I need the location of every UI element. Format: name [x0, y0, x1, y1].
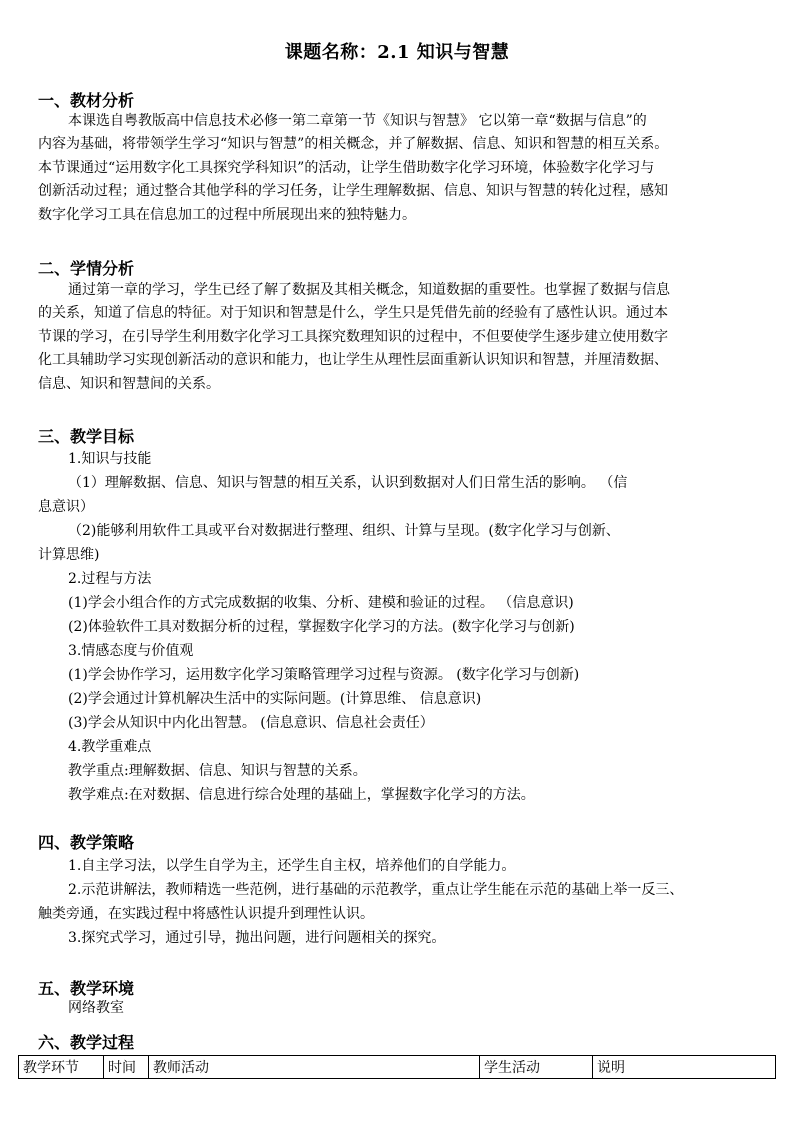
- goal-item: (3)学会从知识中内化出智慧。 (信息意识、信息社会责任）: [68, 715, 434, 731]
- table-header-cell: 教学环节: [19, 1056, 104, 1079]
- goal-subheading: 3.情感态度与价值观: [68, 643, 194, 659]
- goal-item: (1)学会小组合作的方式完成数据的收集、分析、建模和验证的过程。 （信息意识): [68, 595, 574, 611]
- table-header-cell: 说明: [593, 1056, 776, 1079]
- document-title: 课题名称：2.1 知识与智慧: [284, 42, 510, 63]
- section-heading-teaching-process: 六、教学过程: [38, 1033, 135, 1052]
- paragraph-line: 创新活动过程；通过整合其他学科的学习任务，让学生理解数据、信息、知识与智慧的转化过程，感知: [38, 183, 668, 200]
- section-heading-learner-analysis: 二、学情分析: [38, 259, 135, 278]
- section-heading-teaching-goals: 三、教学目标: [38, 427, 135, 446]
- goal-subheading: 2.过程与方法: [68, 571, 152, 587]
- section-heading-teaching-environment: 五、教学环境: [38, 979, 135, 998]
- strategy-item: 3.探究式学习，通过引导，抛出问题，进行问题相关的探究。: [68, 930, 446, 946]
- goal-item: 教学难点:在对数据、信息进行综合处理的基础上，掌握数字化学习的方法。: [68, 787, 535, 803]
- section-body-learner-analysis: [38, 279, 773, 396]
- paragraph-line: 内容为基础，将带领学生学习“知识与智慧”的相关概念，并了解数据、信息、知识和智慧的相互关系。: [38, 136, 669, 153]
- goal-subheading: 4.教学重难点: [68, 739, 152, 755]
- paragraph-line: 化工具辅助学习实现创新活动的意识和能力，也让学生从理性层面重新认识知识和智慧，并厘清数据、: [38, 352, 668, 369]
- goal-item-continuation: 息意识）: [38, 499, 94, 515]
- paragraph-line: 信息、知识和智慧间的关系。: [38, 375, 220, 392]
- strategy-item: 2.示范讲解法，教师精选一些范例，进行基础的示范教学，重点让学生能在示范的基础上举一反三、: [68, 882, 684, 898]
- teaching-process-table: [18, 1055, 776, 1079]
- strategy-item: 1.自主学习法，以学生自学为主，还学生自主权，培养他们的自学能力。: [68, 858, 516, 874]
- paragraph-line: 通过第一章的学习，学生已经了解了数据及其相关概念，知道数据的重要性。也掌握了数据与信息: [68, 282, 670, 298]
- table-header-row: [19, 1056, 776, 1079]
- paragraph-line: 的关系，知道了信息的特征。对于知识和智慧是什么，学生只是凭借先前的经验有了感性认识。通过本: [38, 305, 668, 322]
- goal-item: （2)能够利用软件工具或平台对数据进行整理、组织、计算与呈现。(数字化学习与创新、: [68, 523, 620, 539]
- goal-item: (2)体验软件工具对数据分析的过程，掌握数字化学习的方法。(数字化学习与创新): [68, 619, 575, 635]
- goal-item-continuation: 计算思维): [38, 547, 100, 563]
- section-heading-textbook-analysis: 一、教材分析: [38, 91, 135, 110]
- environment-text: 网络教室: [68, 1000, 124, 1016]
- paragraph-line: 数字化学习工具在信息加工的过程中所展现出来的独特魅力。: [38, 206, 416, 223]
- table-header-cell: 学生活动: [480, 1056, 593, 1079]
- strategy-item-continuation: 触类旁通，在实践过程中将感性认识提升到理性认识。: [38, 906, 374, 922]
- goal-item: 教学重点:理解数据、信息、知识与智慧的关系。: [68, 763, 367, 779]
- table-header-cell: 教师活动: [149, 1056, 480, 1079]
- goal-item: (2)学会通过计算机解决生活中的实际问题。(计算思维、 信息意识): [68, 691, 482, 707]
- paragraph-line: 本节课通过“运用数字化工具探究学科知识”的活动，让学生借助数字化学习环境，体验数字化学习与: [38, 159, 655, 176]
- section-heading-teaching-strategy: 四、教学策略: [38, 833, 135, 852]
- table-header-cell: 时间: [104, 1056, 149, 1079]
- goal-item: （1）理解数据、信息、知识与智慧的相互关系，认识到数据对人们日常生活的影响。 （信: [68, 475, 628, 491]
- goal-subheading: 1.知识与技能: [68, 451, 152, 467]
- paragraph-line: 节课的学习，在引导学生利用数字化学习工具探究数理知识的过程中，不但要使学生逐步建立使用数字: [38, 328, 668, 345]
- paragraph-line: 本课选自粤教版高中信息技术必修一第二章第一节《知识与智慧》 它以第一章“数据与信息”的: [68, 113, 647, 129]
- section-body-textbook-analysis: [38, 110, 773, 227]
- goal-item: (1)学会协作学习，运用数字化学习策略管理学习过程与资源。 (数字化学习与创新): [68, 667, 580, 683]
